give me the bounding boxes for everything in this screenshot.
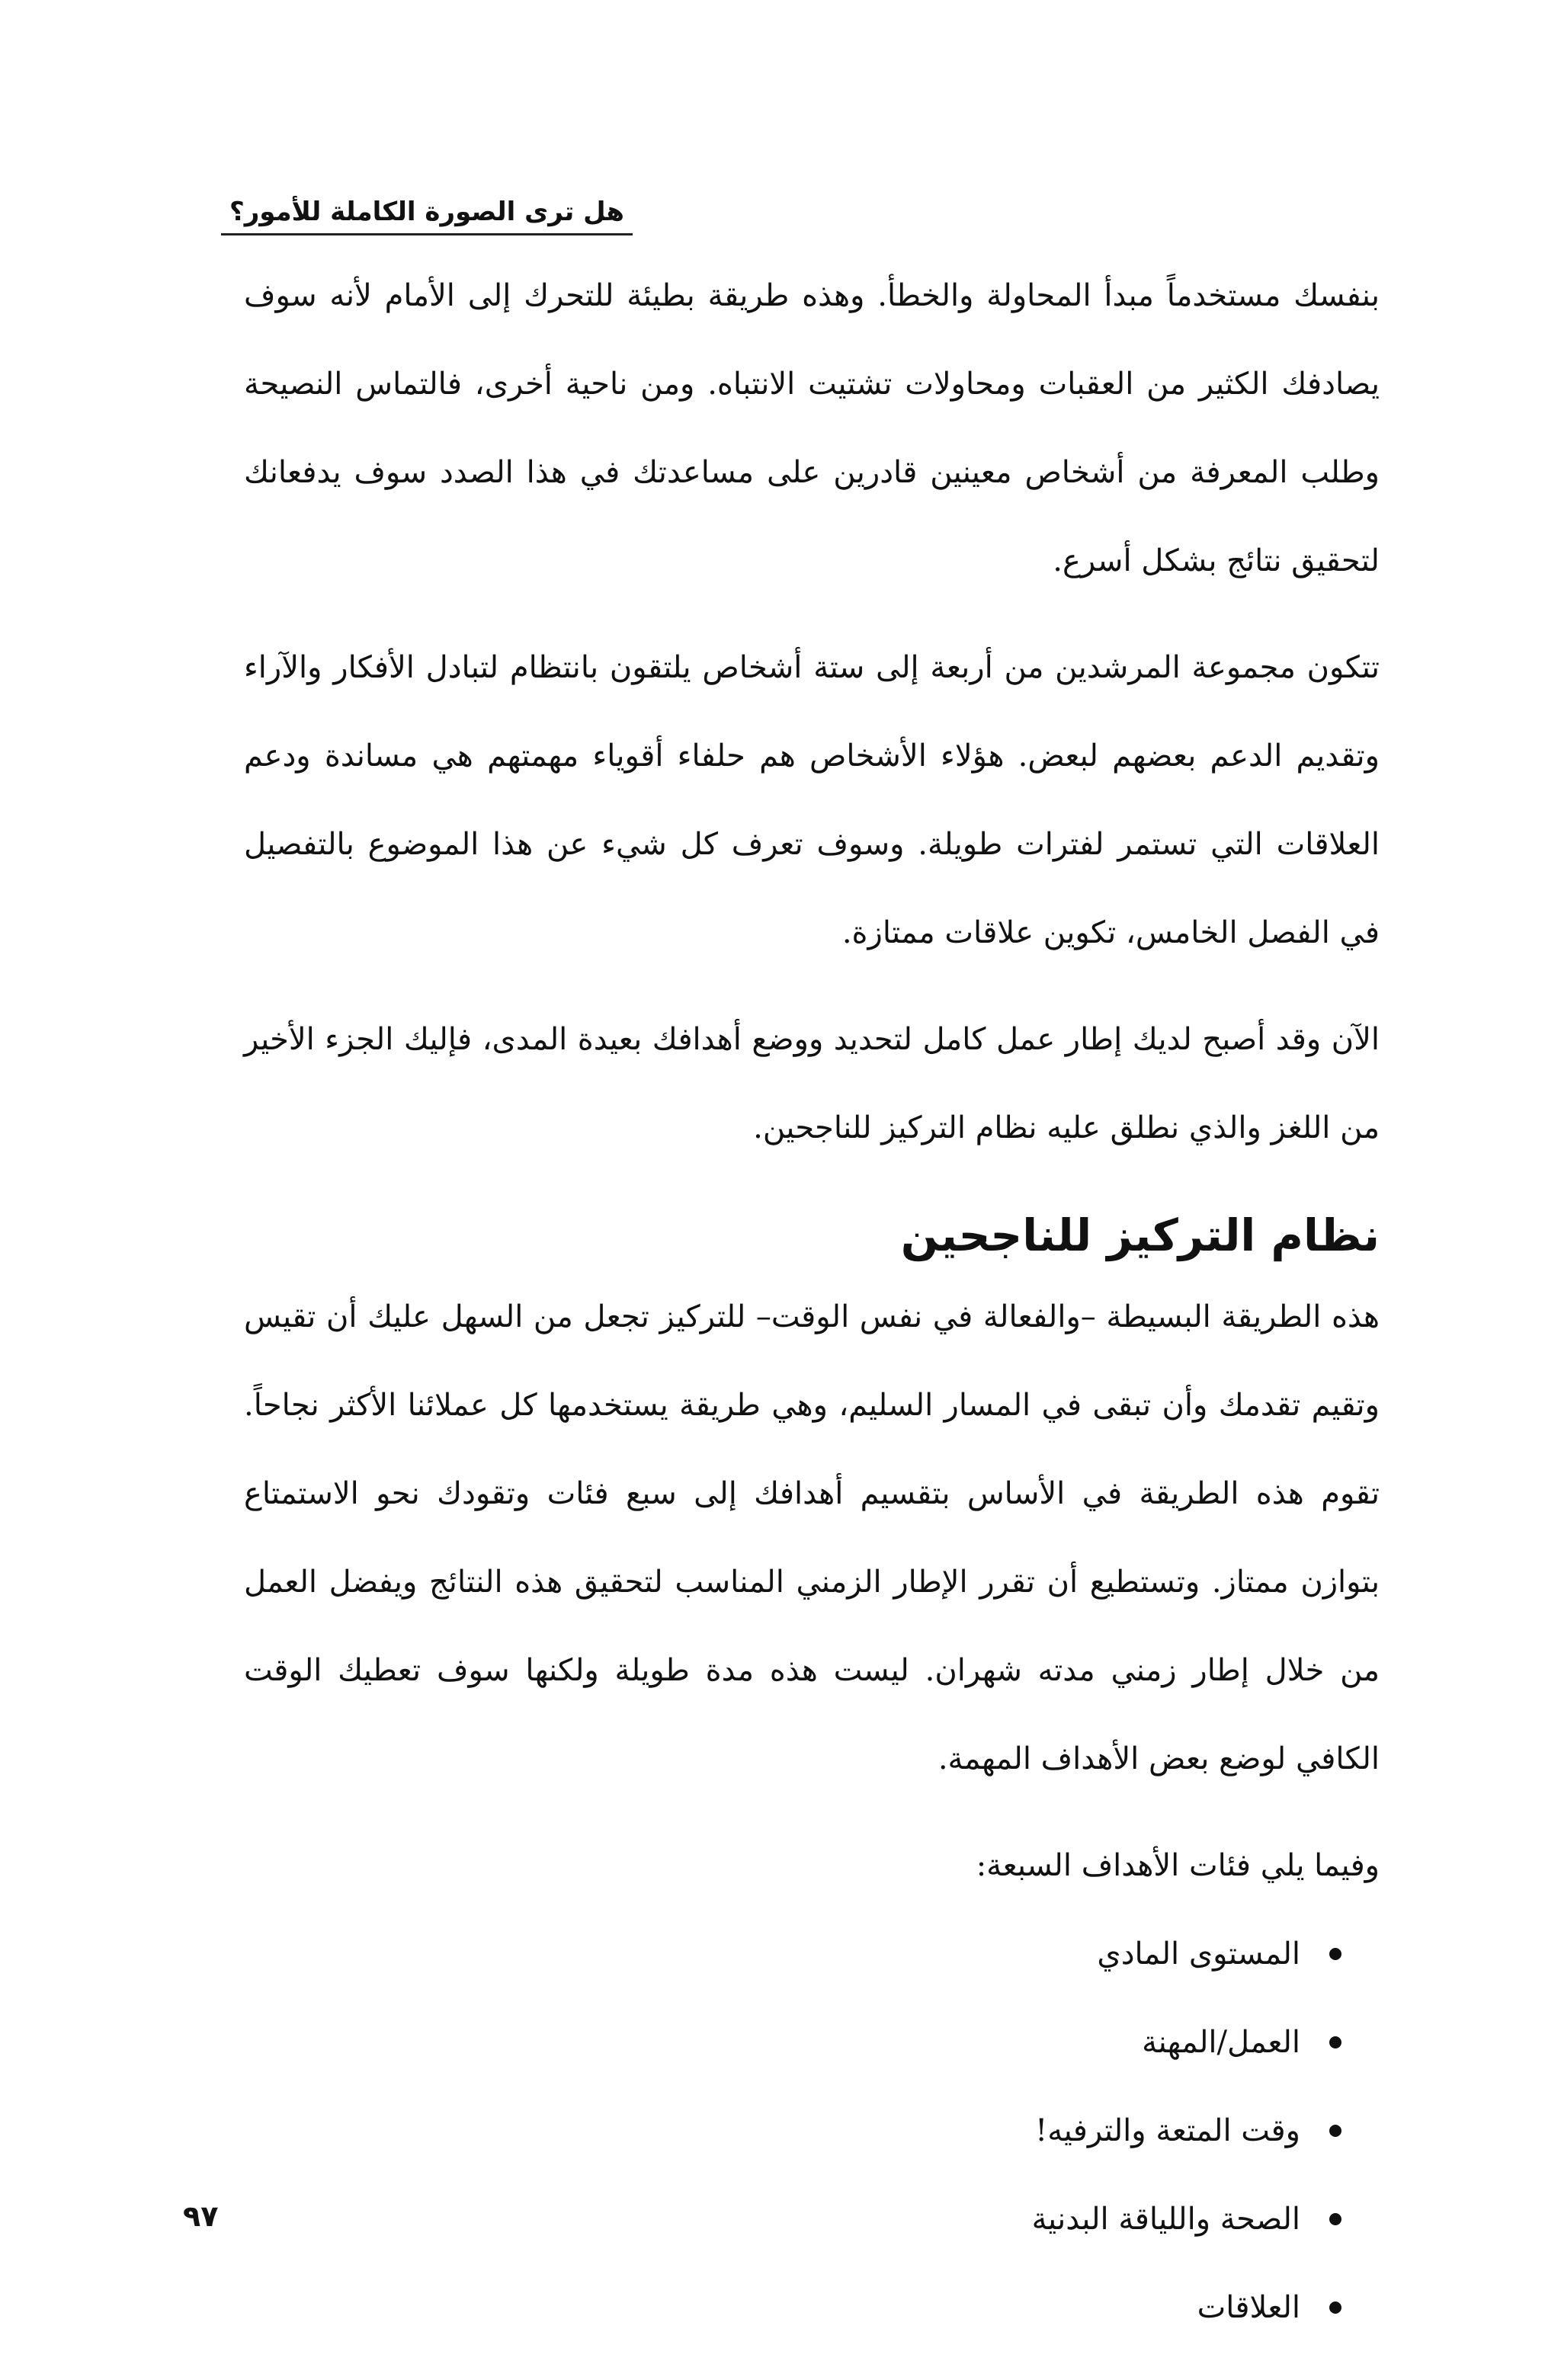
bullet-icon bbox=[1329, 2213, 1341, 2225]
list-item-label: المستوى المادي bbox=[1097, 1936, 1300, 1972]
bullet-icon bbox=[1329, 2125, 1341, 2137]
section-paragraph: هذه الطريقة البسيطة –والفعالة في نفس الوقت– للتركيز تجعل من السهل عليك أن تقيس وتقيم تقدمك وأن تبقى في المسار السليم، وهي طريقة يستخدمها كل عملائنا الأكثر نجاحاً. تقوم هذه الطريقة في الأساس بتقسيم أهدافك إلى سبع فئات وتقودك نحو الاستمتاع بتوازن ممتاز. وتستطيع أن تقرر الإطار الزمني المناسب لتحقيق هذه النتائج ويفضل العمل من خلال إطار زمني مدته شهران. ليست هذه مدة طويلة ولكنها سوف تعطيك الوقت الكافي لوضع بعض الأهداف المهمة. bbox=[244, 1299, 1380, 1776]
list-item bbox=[244, 2087, 1341, 2175]
list-item bbox=[244, 1910, 1341, 1998]
bullet-icon bbox=[1329, 2036, 1341, 2048]
goal-categories-list bbox=[244, 1910, 1380, 2352]
paragraph-3: الآن وقد أصبح لديك إطار عمل كامل لتحديد ووضع أهدافك بعيدة المدى، فإليك الجزء الأخير من اللغز والذي نطلق عليه نظام التركيز للناجحين. bbox=[244, 1022, 1380, 1145]
bullet-icon bbox=[1329, 1948, 1341, 1960]
section-heading: نظام التركيز للناجحين bbox=[900, 1209, 1380, 1261]
list-item bbox=[244, 2263, 1341, 2352]
list-item-label: وقت المتعة والترفيه! bbox=[1035, 2113, 1300, 2148]
page-number: ٩٧ bbox=[183, 2199, 219, 2233]
list-item-label: الصحة واللياقة البدنية bbox=[1031, 2202, 1300, 2237]
list-item bbox=[244, 2175, 1341, 2263]
list-intro: وفيما يلي فئات الأهداف السبعة: bbox=[976, 1848, 1380, 1883]
running-header: هل ترى الصورة الكاملة للأمور؟ bbox=[221, 191, 633, 235]
paragraph-1: بنفسك مستخدماً مبدأ المحاولة والخطأ. وهذه طريقة بطيئة للتحرك إلى الأمام لأنه سوف يصادفك الكثير من العقبات ومحاولات تشتيت الانتباه. ومن ناحية أخرى، فالتماس النصيحة وطلب المعرفة من أشخاص معينين قادرين على مساعدتك في هذا الصدد سوف يدفعانك لتحقيق نتائج بشكل أسرع. bbox=[244, 278, 1380, 578]
bullet-icon bbox=[1329, 2302, 1341, 2314]
paragraph-2: تتكون مجموعة المرشدين من أربعة إلى ستة أشخاص يلتقون بانتظام لتبادل الأفكار والآراء وتقديم الدعم بعضهم لبعض. هؤلاء الأشخاص هم حلفاء أقوياء مهمتهم هي مساندة ودعم العلاقات التي تستمر لفترات طويلة. وسوف تعرف كل شيء عن هذا الموضوع بالتفصيل في الفصل الخامس، تكوين علاقات ممتازة. bbox=[244, 650, 1380, 950]
list-item-label: العمل/المهنة bbox=[1142, 2025, 1300, 2060]
list-item bbox=[244, 1998, 1341, 2087]
list-item-label: العلاقات bbox=[1197, 2290, 1300, 2325]
page-body bbox=[244, 251, 1380, 2352]
